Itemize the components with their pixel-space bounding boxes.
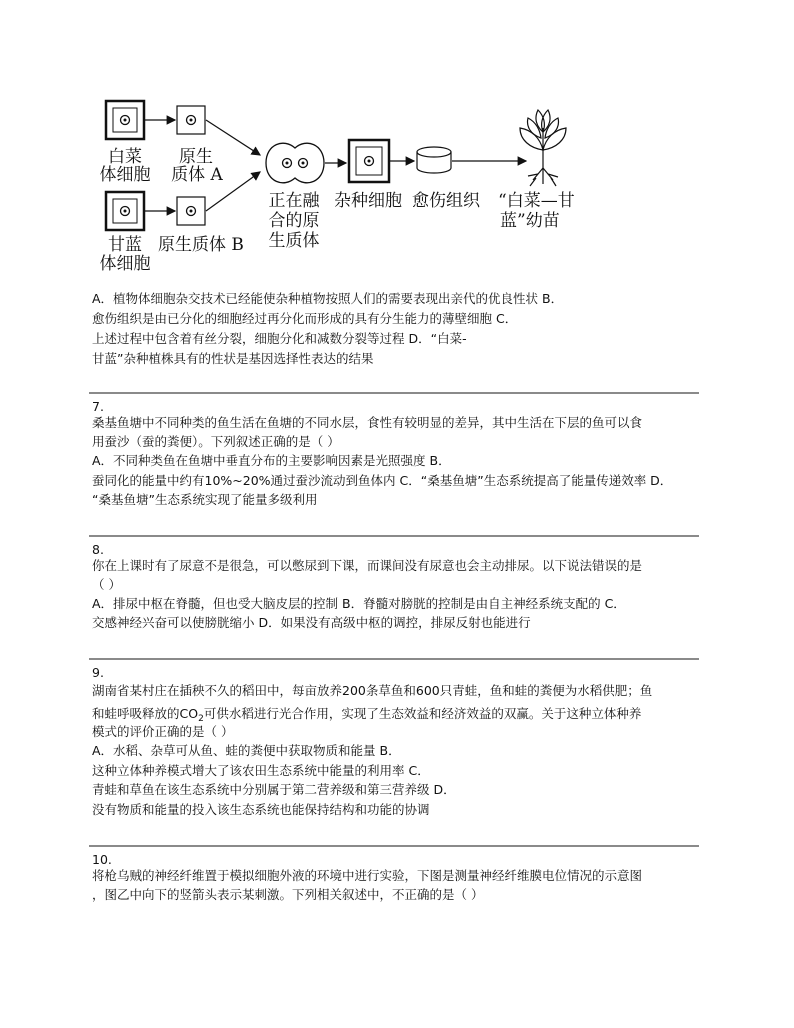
seedling-label-1: “白菜—甘	[498, 191, 575, 211]
q8-line-3: A．排尿中枢在脊髓，但也受大脑皮层的控制 B．脊髓对膀胱的控制是由自主神经系统支配的 C．	[92, 596, 626, 611]
q9-line-5: 这种立体种养模式增大了该农田生态系统中能量的利用率 C．	[92, 763, 430, 778]
seedling-icon	[520, 110, 566, 186]
protoplast-a-label-2: 质体 A	[171, 165, 223, 185]
separator	[89, 658, 699, 660]
q8-line-1: 你在上课时有了尿意不是很急，可以憋尿到下课，而课间没有尿意也会主动排尿。以下说法错误的是	[92, 558, 643, 573]
cabbage-cell-label-1: 白菜	[108, 147, 142, 167]
protoplast-a-icon	[177, 106, 205, 134]
seedling-label-2: 蓝”幼苗	[500, 211, 560, 231]
hybrid-cell-label: 杂种细胞	[334, 191, 402, 211]
q10-line-2: ，图乙中向下的竖箭头表示某刺激。下列相关叙述中，不正确的是（ ）	[92, 887, 484, 902]
kale-cell-label-1: 甘蓝	[108, 235, 142, 255]
q9-line-4: A．水稻、杂草可从鱼、蛙的粪便中获取物质和能量 B．	[92, 743, 401, 758]
q7-number: 7.	[92, 399, 104, 414]
q9-line-7: 没有物质和能量的投入该生态系统也能保持结构和功能的协调	[92, 802, 430, 817]
fusing-protoplast-icon	[266, 143, 324, 183]
q7-line-1: 桑基鱼塘中不同种类的鱼生活在鱼塘的不同水层，食性有较明显的差异，其中生活在下层的鱼可以食	[92, 415, 643, 430]
q6-line-1: A．植物体细胞杂交技术已经能使杂种植物按照人们的需要表现出亲代的优良性状 B．	[92, 291, 564, 306]
q10-line-1: 将枪乌贼的神经纤维置于模拟细胞外液的环境中进行实验，下图是测量神经纤维膜电位情况的示意图	[92, 868, 643, 883]
q10-number: 10.	[92, 852, 112, 867]
q9-line-6: 青蛙和草鱼在该生态系统中分别属于第二营养级和第三营养级 D．	[92, 782, 456, 797]
separator	[89, 535, 699, 537]
cabbage-cell-icon	[106, 101, 144, 139]
q6-line-3: 上述过程中包含着有丝分裂，细胞分化和减数分裂等过程 D．“白菜-	[92, 331, 467, 346]
protoplast-a-label-1: 原生	[179, 147, 213, 167]
q8-line-4: 交感神经兴奋可以使膀胱缩小 D．如果没有高级中枢的调控，排尿反射也能进行	[92, 615, 531, 630]
q9-line-3: 模式的评价正确的是（ ）	[92, 724, 234, 739]
fusing-label-1: 正在融	[268, 191, 320, 211]
callus-label: 愈伤组织	[412, 191, 480, 211]
kale-cell-icon	[106, 192, 144, 230]
q9-line-2-pre: 和蛙呼吸释放的CO	[92, 706, 199, 721]
q9-line-1: 湖南省某村庄在插秧不久的稻田中，每亩放养200条草鱼和600只青蛙，鱼和蛙的粪便为水稻供肥；鱼	[92, 683, 653, 698]
fusing-label-2: 合的原	[268, 211, 320, 231]
q9-line-2-post: 可供水稻进行光合作用，实现了生态效益和经济效益的双赢。关于这种立体种养	[203, 706, 642, 721]
separator	[89, 392, 699, 394]
q9-number: 9.	[92, 665, 104, 680]
q7-line-2: 用蚕沙（蚕的粪便）。下列叙述正确的是（ ）	[92, 434, 340, 449]
q7-line-5: “桑基鱼塘”生态系统实现了能量多级利用	[92, 492, 318, 507]
q6-line-2: 愈伤组织是由已分化的细胞经过再分化而形成的具有分生能力的薄壁细胞 C．	[92, 311, 518, 326]
cabbage-cell-label-2: 体细胞	[99, 165, 151, 185]
separator	[89, 845, 699, 847]
kale-cell-label-2: 体细胞	[99, 254, 151, 274]
hybrid-cell-icon	[349, 140, 389, 182]
co2-subscript: 2	[198, 714, 204, 724]
cell-fusion-diagram	[0, 0, 794, 285]
q8-line-2: （ ）	[92, 577, 121, 592]
fusing-label-3: 生质体	[268, 231, 320, 251]
q8-number: 8.	[92, 542, 104, 557]
q7-line-3: A．不同种类鱼在鱼塘中垂直分布的主要影响因素是光照强度 B．	[92, 453, 451, 468]
callus-icon	[417, 147, 451, 173]
protoplast-b-label: 原生质体 B	[158, 235, 244, 255]
q6-line-4: 甘蓝”杂种植株具有的性状是基因选择性表达的结果	[92, 351, 374, 366]
q7-line-4: 蚕同化的能量中约有10%~20%通过蚕沙流动到鱼体内 C．“桑基鱼塘”生态系统提高了能量传递效率 D．	[92, 473, 673, 488]
protoplast-b-icon	[177, 197, 205, 225]
